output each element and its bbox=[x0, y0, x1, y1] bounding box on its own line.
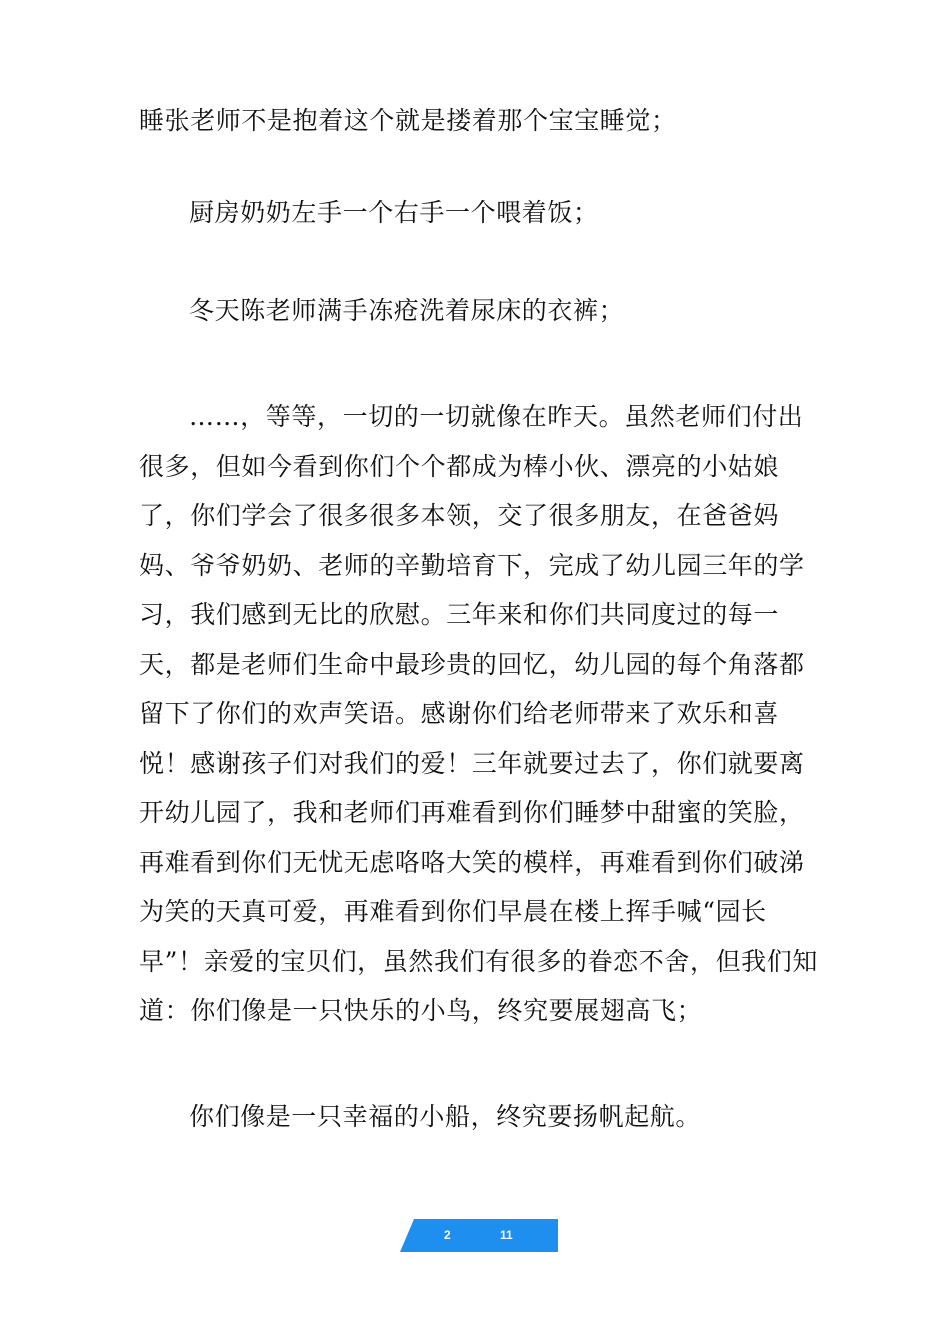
current-page-number: 2 bbox=[444, 1228, 451, 1242]
total-pages: 11 bbox=[500, 1228, 513, 1242]
paragraph-1: 睡张老师不是抱着这个就是搂着那个宝宝睡觉； bbox=[139, 106, 677, 135]
paragraph-5: 你们像是一只幸福的小船，终究要扬帆起航。 bbox=[189, 1102, 702, 1131]
badge-shape bbox=[400, 1219, 558, 1252]
page-number-badge bbox=[400, 1219, 558, 1252]
paragraph-3: 冬天陈老师满手冻疮洗着尿床的衣裤； bbox=[189, 296, 625, 325]
paragraph-4: ……，等等，一切的一切就像在昨天。虽然老师们付出很多，但如今看到你们个个都成为棒小伙、漂亮的小姑娘了，你们学会了很多很多本领，交了很多朋友，在爸爸妈妈、爷爷奶奶、老师的辛勤培育下，完成了幼儿园三年的学习，我们感到无比的欣慰。三年来和你们共同度过的每一天，都是老师们生命中最珍贵的回忆，幼儿园的每个角落都留下了你们的欢声笑语。感谢你们给老师带来了欢乐和喜悦！感谢孩子们对我们的爱！三年就要过去了，你们就要离开幼儿园了，我和老师们再难看到你们睡梦中甜蜜的笑脸，再难看到你们无忧无虑咯咯大笑的模样，再难看到你们破涕为笑的天真可爱，再难看到你们早晨在楼上挥手喊“园长早”！亲爱的宝贝们，虽然我们有很多的眷恋不舍，但我们知道：你们像是一只快乐的小鸟，终究要展翅高飞； bbox=[139, 402, 818, 1025]
paragraph-2: 厨房奶奶左手一个右手一个喂着饭； bbox=[189, 198, 599, 227]
